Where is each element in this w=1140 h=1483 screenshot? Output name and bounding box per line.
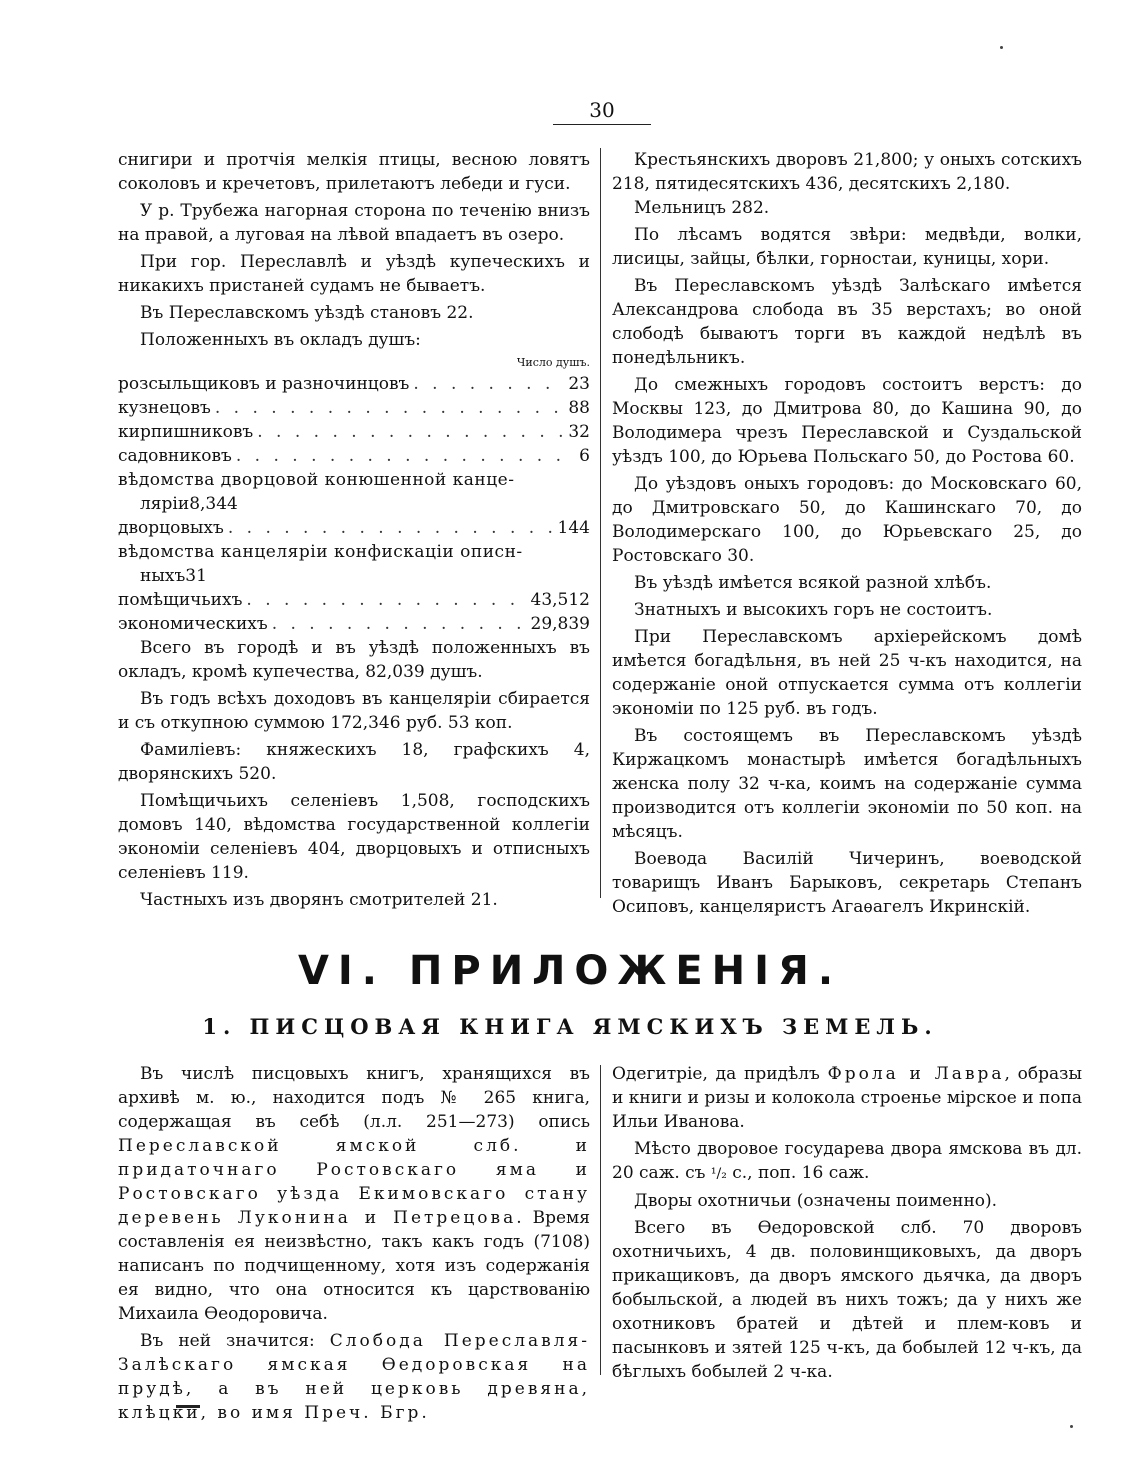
paragraph — [118, 1062, 590, 1326]
table-row — [118, 516, 590, 540]
fraction: ¹/₂ — [710, 1166, 727, 1182]
paragraph: Фамиліевъ: княжескихъ 18, графскихъ 4, дворянскихъ 520. — [118, 740, 590, 784]
paragraph: Мельницъ 282. — [634, 198, 770, 218]
paragraph: Знатныхъ и высокихъ горъ не состоитъ. — [634, 600, 993, 620]
row-label-continued: ляріи — [140, 494, 190, 514]
text-run: Въ числѣ писцовыхъ книгъ, хранящихся въ архивѣ м. ю., находится подъ № 265 книга, содержащая въ себѣ (л.л. 251—273) опись — [118, 1064, 590, 1132]
table-row — [118, 396, 590, 420]
paragraph: По лѣсамъ водятся звѣри: медвѣди, волки, лисицы, зайцы, бѣлки, горностаи, куницы, хори. — [612, 225, 1082, 269]
paragraph: Крестьянскихъ дворовъ 21,800; у оныхъ сотскихъ 218, пятидесятскихъ 436, десятскихъ 2,180. — [612, 150, 1082, 194]
paragraph: снигири и протчія мелкія птицы, весною ловятъ соколовъ и кречетовъ, прилетаютъ лебеди и гуси. — [118, 150, 590, 194]
section-title: VI. ПРИЛОЖЕНІЯ. — [297, 948, 843, 994]
paragraph: Воевода Василій Чичеринъ, воеводской товарищъ Иванъ Барыковъ, секретарь Степанъ Осиповъ, канцеляристъ Агаѳагелъ Икринскій. — [612, 849, 1082, 917]
paragraph: Въ Переславскомъ уѣздѣ становъ 22. — [140, 303, 474, 323]
row-label: помѣщичьихъ — [118, 590, 243, 610]
paragraph: Всего въ городѣ и въ уѣздѣ положенныхъ въ окладъ, кромѣ купечества, 82,039 душъ. — [118, 638, 590, 682]
row-label: вѣдомства дворцовой конюшенной канце- — [118, 470, 515, 490]
paragraph: До уѣздовъ оныхъ городовъ: до Московскаго 60, до Дмитровскаго 50, до Кашинскаго 70, до Володимерскаго 100, до Юрьевскаго 25, до Ростовскаго 30. — [612, 474, 1082, 566]
row-label: кирпишниковъ — [118, 422, 254, 442]
paragraph: Въ состоящемъ въ Переславскомъ уѣздѣ Киржацкомъ монастырѣ имѣется богадѣльныхъ женска полу 32 ч-ка, коимъ на содержаніе сумма производится отъ коллегіи экономіи по 50 коп. на мѣсяцъ. — [612, 726, 1082, 842]
row-label-continued: ныхъ — [140, 566, 186, 586]
row-value: 144 — [557, 518, 590, 538]
speck — [1000, 46, 1003, 49]
spaced-text: Переславской ямской слб. и придаточнаго Ростовскаго яма и Ростовскаго уѣзда Екимовскаго стану деревень Луконина и Петрецова — [118, 1136, 590, 1228]
paragraph: Положенныхъ въ окладъ душъ: — [140, 330, 421, 350]
dot-leader — [246, 588, 526, 612]
dot-leader — [215, 396, 565, 420]
row-value: 23 — [568, 374, 590, 394]
subsection-title: 1. ПИСЦОВАЯ КНИГА ЯМСКИХЪ ЗЕМЕЛЬ. — [202, 1014, 938, 1039]
speck — [1070, 1425, 1073, 1428]
dot-leader — [257, 420, 564, 444]
row-value: 32 — [568, 422, 590, 442]
paragraph: Всего въ Ѳедоровской слб. 70 дворовъ охотничьихъ, 4 дв. половинщиковыхъ, да дворъ прикащиковъ, да дворъ ямского дьячка, да дворъ бобыльской, а людей въ нихъ тожъ; да у нихъ же охотниковъ братей и дѣтей и плем-ковъ и пасынковъ и зятей 125 ч-къ, да бобылей 12 ч-къ, да бѣглыхъ бобылей 2 ч-ка. — [612, 1218, 1082, 1382]
table-row — [118, 540, 590, 588]
row-value: 8,344 — [189, 494, 238, 514]
text-run: с., поп. 16 саж. — [726, 1163, 870, 1183]
row-label: дворцовыхъ — [118, 518, 224, 538]
text-run: Одегитріе, да придѣлъ — [612, 1064, 828, 1084]
paragraph: Въ уѣздѣ имѣется всякой разной хлѣбъ. — [634, 573, 992, 593]
column-divider — [600, 148, 601, 898]
dot-leader — [236, 444, 566, 468]
row-value: 6 — [579, 446, 590, 466]
row-value: 43,512 — [530, 590, 590, 610]
dot-leader — [413, 372, 564, 396]
paragraph — [612, 1062, 1082, 1134]
table-row — [118, 588, 590, 612]
right-column-top — [612, 148, 1082, 919]
table-row — [118, 612, 590, 636]
decorative-dash — [176, 1405, 200, 1408]
row-value: 29,839 — [530, 614, 590, 634]
page-number: 30 — [553, 98, 651, 125]
left-column-top — [118, 148, 590, 912]
table-row — [118, 420, 590, 444]
paragraph: Въ годъ всѣхъ доходовъ въ канцеляріи сбирается и съ откупною суммою 172,346 руб. 53 коп. — [118, 689, 590, 733]
paragraph: При Переславскомъ архіерейскомъ домѣ имѣется богадѣльня, въ ней 25 ч-къ находится, на содержаніе оной отпускается сумма отъ коллегіи экономіи по 125 руб. въ годъ. — [612, 627, 1082, 719]
row-label: садовниковъ — [118, 446, 232, 466]
spaced-text: Слобода Переславля-Залѣскаго ямская Ѳедоровская на прудѣ, а въ ней церковь древяна, клѣцки, во имя Преч. Бгр. — [118, 1331, 590, 1423]
paragraph: До смежныхъ городовъ состоитъ верстъ: до Москвы 123, до Дмитрова 80, до Кашина 90, до Володимера чрезъ Переславской и Суздальской уѣздъ 100, до Юрьева Польскаго 50, до Ростова 60. — [612, 375, 1082, 467]
dot-leader — [228, 516, 554, 540]
row-label: розсыльщиковъ и разночинцовъ — [118, 374, 410, 394]
row-label: вѣдомства канцеляріи конфискаціи описн- — [118, 542, 523, 562]
paragraph: Помѣщичьихъ селеніевъ 1,508, господскихъ домовъ 140, вѣдомства государственной коллегіи экономіи селеніевъ 404, дворцовыхъ и отписныхъ селеніевъ 119. — [118, 791, 590, 883]
paragraph: У р. Трубежа нагорная сторона по теченію внизъ на правой, а луговая на лѣвой впадаетъ въ озеро. — [118, 201, 590, 245]
row-label: кузнецовъ — [118, 398, 211, 418]
text-run: Мѣсто дворовое государева двора ямскова въ дл. 20 саж. съ — [612, 1139, 1082, 1183]
right-column-bottom — [612, 1062, 1082, 1384]
row-label: экономическихъ — [118, 614, 268, 634]
paragraph — [118, 1329, 590, 1425]
paragraph: Дворы охотничьи (означены поименно). — [634, 1191, 998, 1211]
text-run: Въ ней значится: — [140, 1331, 330, 1351]
text-run: . Время составленія ея неизвѣстно, такъ какъ годъ (7108) написанъ по подчищенному, хотя изъ содержанія ея видно, что она относится къ царствованію Михаила Ѳеодоровича. — [118, 1208, 590, 1324]
paragraph: Частныхъ изъ дворянъ смотрителей 21. — [140, 890, 498, 910]
text-run: , образы и книги и ризы и колокола строенье мірское и попа Ильи Иванова. — [612, 1064, 1082, 1132]
paragraph: При гор. Переславлѣ и уѣздѣ купеческихъ и никакихъ пристаней судамъ не бываетъ. — [118, 252, 590, 296]
paragraph: Въ Переславскомъ уѣздѣ Залѣскаго имѣется Александрова слобода въ 35 верстахъ; во оной слободѣ бываютъ торги въ каждой недѣлѣ въ понедѣльникъ. — [612, 276, 1082, 368]
table-row — [118, 468, 590, 516]
row-value: 88 — [568, 398, 590, 418]
column-divider — [600, 1065, 601, 1375]
dot-leader — [272, 612, 527, 636]
table-row — [118, 372, 590, 396]
row-value: 31 — [185, 566, 207, 586]
paragraph — [612, 1137, 1082, 1186]
table-row — [118, 444, 590, 468]
table-header: Число душъ. — [516, 356, 590, 369]
left-column-bottom — [118, 1062, 590, 1425]
spaced-text: Фрола и Лавра — [827, 1064, 1005, 1084]
